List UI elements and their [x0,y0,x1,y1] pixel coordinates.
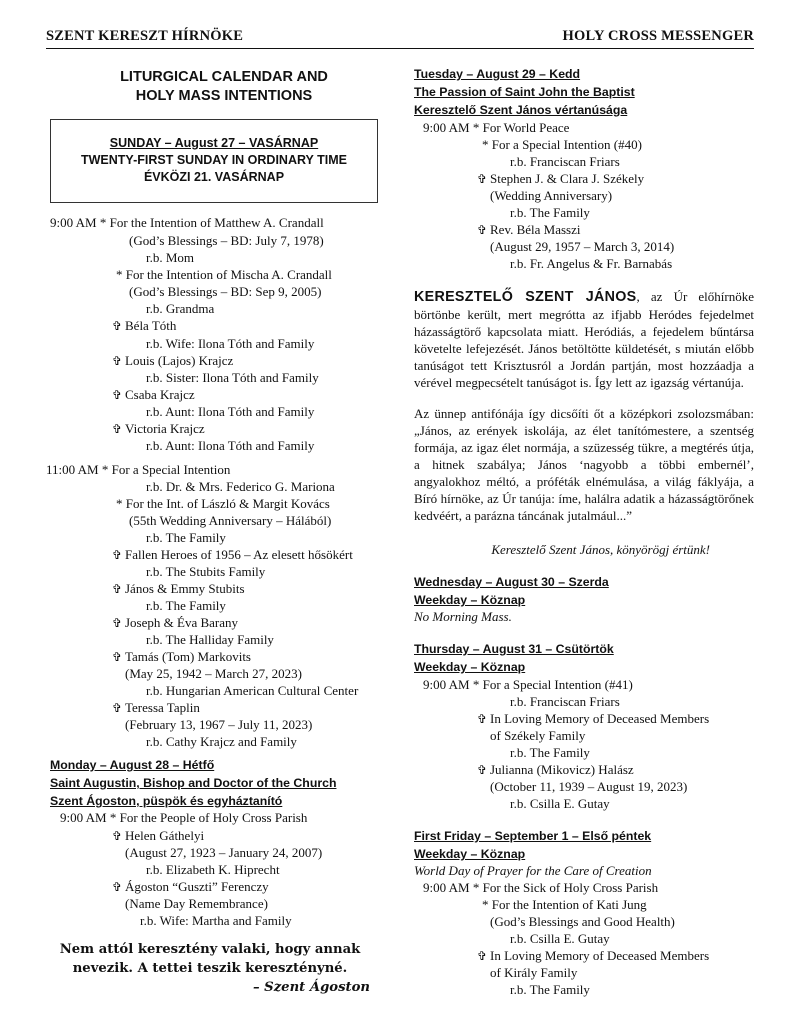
quote-author: – Szent Ágoston [252,980,370,995]
cross-icon: ✞ [112,354,123,368]
mass-line: r.b. Csilla E. Gutay [510,796,610,811]
deceased-line: ✞ Louis (Lajos) Krajcz [112,353,234,368]
mass-line: r.b. Wife: Martha and Family [140,913,292,928]
mass-line: * For the Int. of László & Margit Kovács [116,496,330,511]
deceased-line: ✞ Stephen J. & Clara J. Székely [477,171,645,186]
cross-icon: ✞ [112,582,123,596]
mass-line: r.b. Sister: Ilona Tóth and Family [146,370,319,385]
wednesday-weekday: Weekday – Köznap [414,593,526,607]
mass-line: r.b. Aunt: Ilona Tóth and Family [146,438,315,453]
article-lead: KERESZTELŐ SZENT JÁNOS [414,289,637,305]
mass-line: (Name Day Remembrance) [125,896,268,911]
mass-line: (May 25, 1942 – March 27, 2023) [125,666,302,681]
tuesday-feast: The Passion of Saint John the Baptist [414,85,635,99]
mass-line: 9:00 AM * For the Sick of Holy Cross Parish [423,880,659,895]
deceased-line: ✞ In Loving Memory of Deceased Members [477,948,710,963]
deceased-line: ✞ Teressa Taplin [112,700,200,715]
mass-line: r.b. The Family [146,530,226,545]
sunday-box [50,119,378,203]
sunday-feast-hu: ÉVKÖZI 21. VASÁRNAP [143,170,285,184]
mass-line: (October 11, 1939 – August 19, 2023) [490,779,688,794]
mass-line: r.b. Elizabeth K. Hiprecht [146,862,280,877]
mass-line: r.b. Wife: Ilona Tóth and Family [146,336,315,351]
cross-icon: ✞ [112,616,123,630]
monday-feast: Saint Augustin, Bishop and Doctor of the Church [50,776,337,790]
mass-line: of Székely Family [490,728,586,743]
mass-line: * For a Special Intention (#40) [482,137,642,152]
tuesday-heading: Tuesday – August 29 – Kedd [414,67,581,81]
page-header [46,26,754,49]
monday-feast-hu: Szent Ágoston, püspök és egyháztanító [50,794,283,808]
header-right-title: HOLY CROSS MESSENGER [562,28,754,44]
mass-line: (August 27, 1923 – January 24, 2007) [125,845,323,860]
page-title-line2: HOLY MASS INTENTIONS [135,88,313,104]
mass-line: r.b. Aunt: Ilona Tóth and Family [146,404,315,419]
cross-icon: ✞ [112,829,123,843]
article-paragraph-1: KERESZTELŐ SZENT JÁNOS, az Úr előhírnöke börtönbe került, mert megrótta az ifjabb Heródes fejedelmet házasságtörő kapcsolata miatt. Heródiás, a fejedelem bűntársa követelte lefejezését. János betöltötte küldetését, s miután előbb tanúságot tett Krisztusról a Jordán partján, most hozzáadja a vérével megpecsételt tanúságot is. Így lett az igazság vértanúja. [414,289,754,390]
page-title-line1: LITURGICAL CALENDAR AND [120,69,328,85]
friday-note: World Day of Prayer for the Care of Creation [414,863,652,878]
cross-icon: ✞ [112,701,123,715]
quote-line2: nevezik. A tettei teszik keresztényné. [72,961,348,976]
sunday-feast: TWENTY-FIRST SUNDAY IN ORDINARY TIME [81,153,347,167]
mass-line: r.b. Csilla E. Gutay [510,931,610,946]
mass-line: * For the Intention of Kati Jung [482,897,647,912]
mass-line: (August 29, 1957 – March 3, 2014) [490,239,675,254]
mass-line: r.b. The Family [510,205,590,220]
mass-line: r.b. Fr. Angelus & Fr. Barnabás [510,256,673,271]
thursday-weekday: Weekday – Köznap [414,660,526,674]
monday-heading: Monday – August 28 – Hétfő [50,758,215,772]
mass-line: 9:00 AM * For World Peace [423,120,570,135]
mass-line: r.b. Grandma [146,301,215,316]
mass-line: * For the Intention of Mischa A. Crandall [116,267,332,282]
deceased-line: ✞ Victoria Krajcz [112,421,205,436]
mass-line: r.b. The Family [146,598,226,613]
deceased-line: ✞ Joseph & Éva Barany [112,615,239,630]
friday-heading: First Friday – September 1 – Első péntek [414,829,652,843]
wednesday-note: No Morning Mass. [414,609,512,624]
cross-icon: ✞ [112,880,123,894]
mass-line: r.b. The Family [510,982,590,997]
mass-line: r.b. Hungarian American Cultural Center [146,683,359,698]
cross-icon: ✞ [112,548,123,562]
article-invocation: Keresztelő Szent János, könyörögj értünk! [491,542,710,557]
mass-line: r.b. Franciscan Friars [510,694,620,709]
mass-line: 9:00 AM * For the People of Holy Cross Parish [60,810,308,825]
header-left-title: SZENT KERESZT HÍRNÖKE [46,28,244,44]
mass-line: 9:00 AM * For a Special Intention (#41) [423,677,633,692]
deceased-line: ✞ Csaba Krajcz [112,387,195,402]
tuesday-feast-hu: Keresztelő Szent János vértanúsága [414,103,628,117]
mass-line: r.b. The Stubits Family [146,564,266,579]
friday-weekday: Weekday – Köznap [414,847,526,861]
deceased-line: ✞ Fallen Heroes of 1956 – Az elesett hősökért [112,547,353,562]
cross-icon: ✞ [477,763,488,777]
cross-icon: ✞ [112,422,123,436]
sunday-date: SUNDAY – August 27 – VASÁRNAP [109,136,319,150]
cross-icon: ✞ [112,388,123,402]
cross-icon: ✞ [477,223,488,237]
mass-line: r.b. Dr. & Mrs. Federico G. Mariona [146,479,335,494]
cross-icon: ✞ [477,949,488,963]
mass-line: (55th Wedding Anniversary – Hálából) [129,513,332,528]
quote-line1: Nem attól keresztény valaki, hogy annak [59,942,361,957]
cross-icon: ✞ [112,319,123,333]
mass-line: r.b. Cathy Krajcz and Family [146,734,297,749]
deceased-line: ✞ Helen Gáthelyi [112,828,205,843]
deceased-line: ✞ Rev. Béla Masszi [477,222,581,237]
mass-line: (God’s Blessings – BD: July 7, 1978) [129,233,324,248]
mass-line: 9:00 AM * For the Intention of Matthew A. Crandall [50,215,324,230]
deceased-line: ✞ Tamás (Tom) Markovits [112,649,251,664]
deceased-line: ✞ Béla Tóth [112,318,177,333]
wednesday-heading: Wednesday – August 30 – Szerda [414,575,609,589]
thursday-heading: Thursday – August 31 – Csütörtök [414,642,614,656]
mass-line: (Wedding Anniversary) [490,188,613,203]
mass-line: (February 13, 1967 – July 11, 2023) [125,717,313,732]
mass-line: r.b. The Halliday Family [146,632,274,647]
cross-icon: ✞ [477,172,488,186]
article-paragraph-2: Az ünnep antifónája így dicsőíti őt a középkori zsolozsmában: „János, az erények iskolája, az élet tanítómestere, a szentség formája, az igaz élet normája, a szüzesség tükre, a megtérés útja, a hitnek szabálya; János ‘nagyobb a többi embernél’, angyalokhoz méltó, a próféták elnémulása, a világ fáklyája, a Bíró hírnöke, az Úr tanúja: íme, halálra adatik a házasságtörőnek kedvéért, a parázna táncának jutalmául...” [414,406,754,523]
cross-icon: ✞ [477,712,488,726]
deceased-line: ✞ Ágoston “Guszti” Ferenczy [112,879,269,894]
mass-line: of Király Family [490,965,578,980]
mass-line: r.b. Mom [146,250,195,265]
mass-line: (God’s Blessings – BD: Sep 9, 2005) [129,284,322,299]
mass-line: (God’s Blessings and Good Health) [490,914,675,929]
deceased-line: ✞ János & Emmy Stubits [112,581,245,596]
deceased-line: ✞ In Loving Memory of Deceased Members [477,711,710,726]
mass-line: 11:00 AM * For a Special Intention [46,462,231,477]
mass-line: r.b. The Family [510,745,590,760]
cross-icon: ✞ [112,650,123,664]
mass-line: r.b. Franciscan Friars [510,154,620,169]
deceased-line: ✞ Julianna (Mikovicz) Halász [477,762,634,777]
